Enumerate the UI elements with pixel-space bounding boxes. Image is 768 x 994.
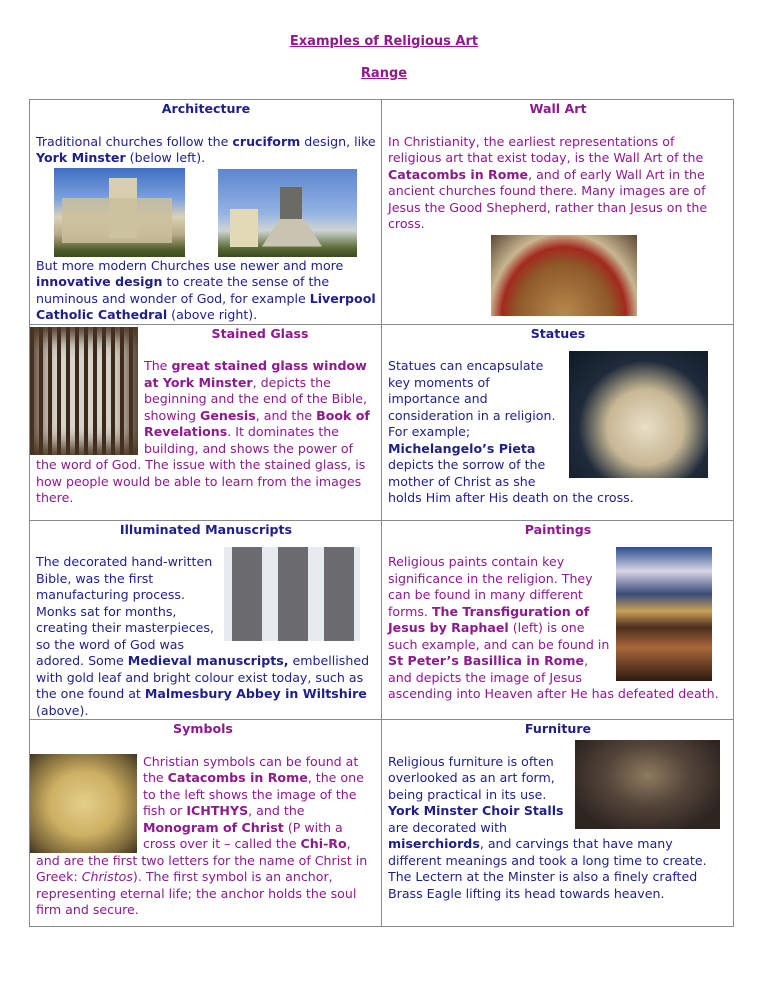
stained-glass-text: The great stained glass window at York Minster, depicts the beginning and the end of the Bible, showing Genesis, and the Book of Revelations. It dominates the building, and shows the power of the word of God. The issue with the stained glass, is how people would be able to learn from the images there. [36, 358, 370, 505]
cell-stained-glass [30, 324, 382, 520]
architecture-text-2: But more modern Churches use newer and more innovative design to create the sense of the numinous and wonder of God, for example Liverpool Catholic Cathedral (above right). [36, 257, 376, 322]
furniture-text: Religious furniture is often overlooked as an art form, being practical in its use. York Minster Choir Stalls are decorated with miserchiords, and carvings that have many different meanings and took a long time to create. The Lectern at the Minster is also a finely crafted Brass Eagle lifting its head towards heaven. [388, 753, 707, 901]
heading-statues: Statues [530, 325, 586, 341]
heading-symbols: Symbols [173, 721, 233, 736]
cell-architecture [30, 100, 382, 325]
heading-stained-glass: Stained Glass [211, 325, 309, 341]
transfiguration-image [616, 547, 712, 681]
document-subtitle: Range [360, 66, 408, 81]
liverpool-cathedral-image [218, 169, 357, 257]
misericord-image [575, 740, 720, 829]
cell-illuminated-manuscripts [30, 520, 382, 720]
cell-wall-art [382, 100, 734, 325]
catacomb-fresco-image [491, 235, 637, 316]
heading-furniture: Furniture [524, 721, 592, 736]
stained-glass-window-image [30, 327, 138, 455]
document-title: Examples of Religious Art [289, 34, 479, 49]
manuscript-image [224, 547, 360, 641]
religious-art-table [29, 99, 734, 927]
catacomb-symbols-image [30, 754, 137, 853]
cell-symbols [30, 720, 382, 927]
heading-wall-art: Wall Art [529, 101, 587, 116]
symbols-text: Christian symbols can be found at the Catacombs in Rome, the one to the left shows the image of the fish or ICHTHYS, and the Monogram of Christ (P with a cross over it – called the Chi-Ro, and are the first two letters for the name of Christ in Greek: Christos). The first symbol is an anchor, representing eternal life; the anchor holds the soul firm and secure. [36, 753, 368, 917]
cell-statues [382, 324, 734, 520]
paintings-text: Religious paints contain key significance in the religion. They can be found in many different forms. The Transfiguration of Jesus by Raphael (left) is one such example, and can be found in St Peter’s Basillica in Rome, and depicts the image of Jesus ascending into Heaven after He has defeated death. [388, 554, 719, 701]
cell-furniture [382, 720, 734, 927]
york-minster-image [54, 168, 185, 257]
heading-architecture: Architecture [161, 101, 251, 116]
architecture-text-1: Traditional churches follow the cruciform design, like York Minster (below left). [36, 133, 376, 165]
cell-paintings [382, 520, 734, 720]
heading-paintings: Paintings [524, 521, 592, 537]
wall-art-text: In Christianity, the earliest representations of religious art that exist today, is the Wall Art of the Catacombs in Rome, and of early Wall Art in the ancient churches found there. Many images are of Jesus the Good Shepherd, rather than Jesus on the cross. [388, 133, 708, 231]
statues-text: Statues can encapsulate key moments of importance and consideration in a religion. For example; Michelangelo’s Pieta depicts the sorrow of the mother of Christ as she holds Him after His death on the cross. [388, 358, 634, 505]
pieta-image [569, 351, 708, 478]
heading-illuminated-manuscripts: Illuminated Manuscripts [119, 521, 293, 537]
manuscripts-text: The decorated hand-written Bible, was the first manufacturing process. Monks sat for months, creating their masterpieces, so the word of God was adored. Some Medieval manuscripts, embellished with gold leaf and bright colour exist today, such as the one found at Malmesbury Abbey in Wiltshire (above). [36, 554, 370, 718]
